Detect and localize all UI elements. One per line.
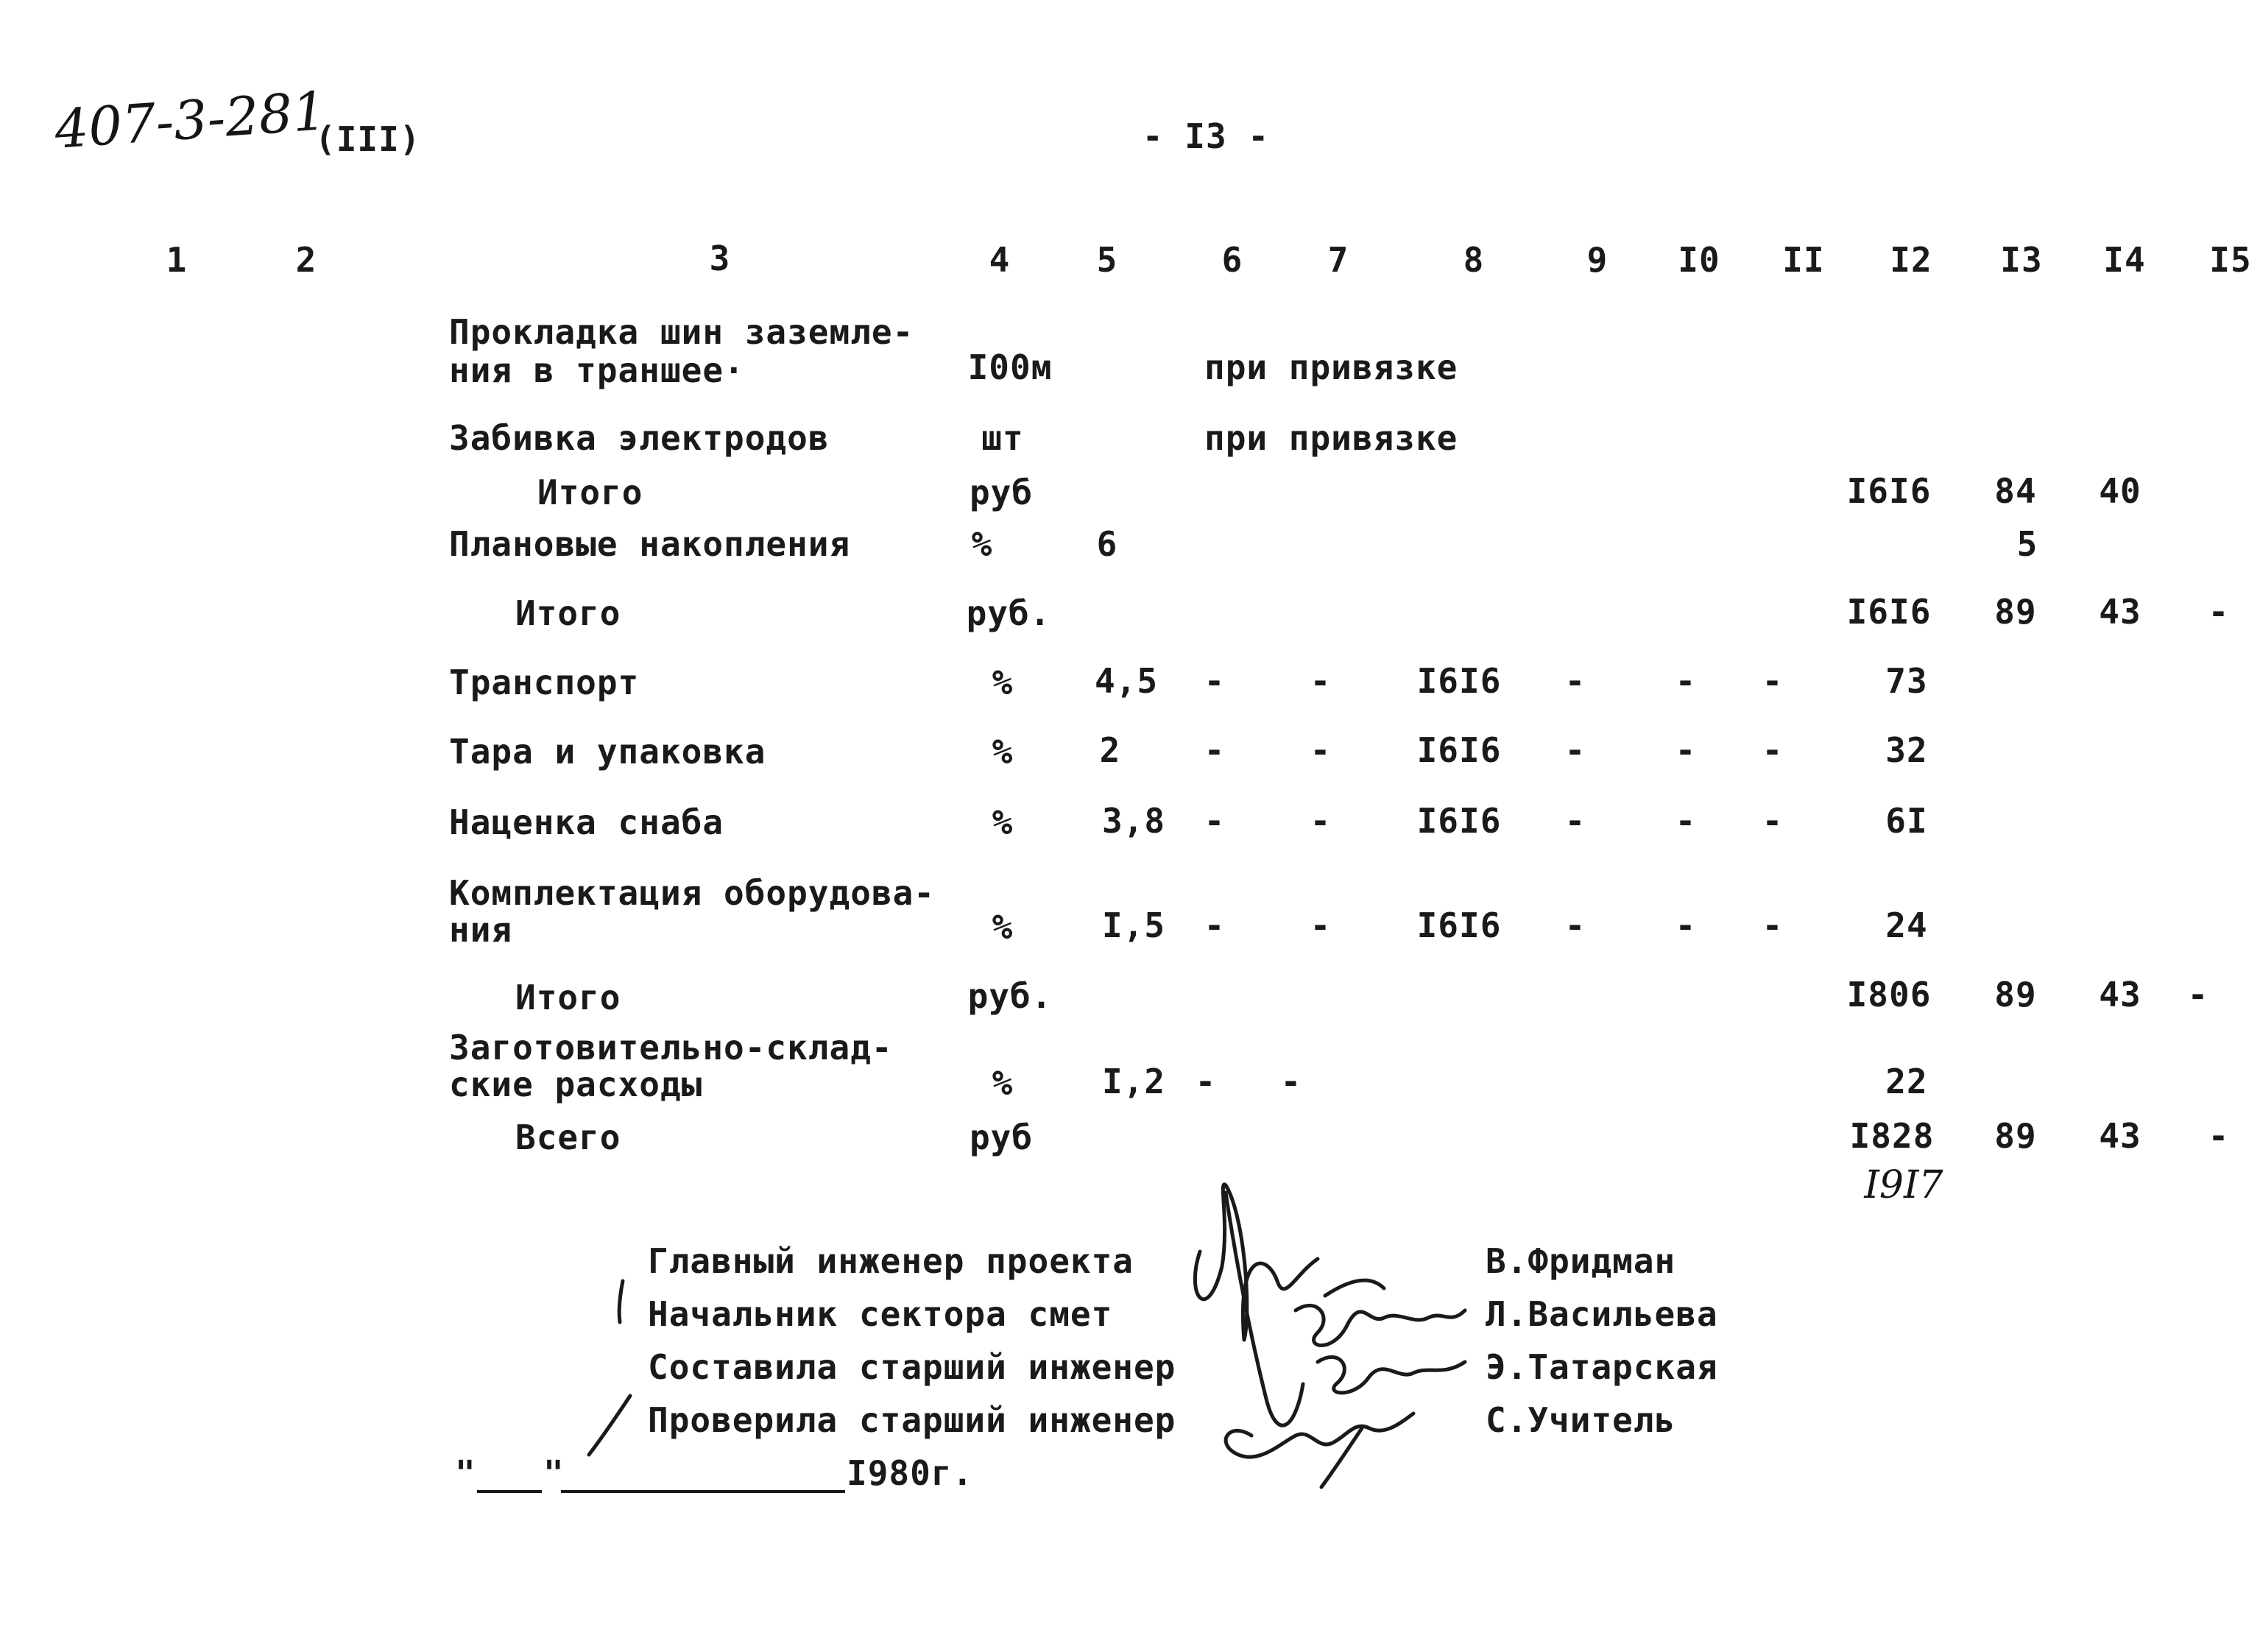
col7-cell: - (1310, 730, 1332, 770)
note-cell: при привязке (1204, 347, 1458, 387)
unit-cell: % (992, 1063, 1014, 1103)
column-header: 7 (1327, 240, 1349, 280)
item-name: Транспорт (449, 663, 640, 702)
col6-cell: - (1195, 1062, 1217, 1101)
col13-cell: 89 (1994, 592, 2037, 632)
column-header: II (1782, 240, 1825, 280)
col14-cell: 40 (2099, 471, 2141, 511)
item-name: Наценка снаба (449, 802, 724, 842)
signature-stroke (1325, 1280, 1384, 1296)
col7-cell: - (1310, 906, 1332, 945)
col10-cell: - (1675, 730, 1697, 770)
col6-cell: - (1204, 730, 1226, 770)
date-quote-close: " (543, 1453, 565, 1493)
column-header: I4 (2103, 240, 2146, 280)
item-name: Плановые накопления (449, 524, 851, 564)
column-header: 6 (1221, 240, 1243, 280)
col11-cell: - (1762, 730, 1784, 770)
col9-cell: - (1564, 730, 1586, 770)
col11-cell: - (1762, 906, 1784, 945)
col13-cell: 5 (2016, 524, 2038, 564)
signature-role: Проверила старший инженер (648, 1400, 1176, 1440)
signature-name: В.Фридман (1486, 1241, 1676, 1281)
col5-cell: 4,5 (1094, 661, 1159, 701)
col8-cell: I6I6 (1416, 801, 1502, 841)
col12-cell: 24 (1885, 906, 1928, 945)
col13-cell: 89 (1994, 1116, 2037, 1156)
unit-cell: % (992, 732, 1014, 772)
col9-cell: - (1564, 906, 1586, 945)
column-header: 3 (709, 239, 731, 278)
column-header: 9 (1586, 240, 1609, 280)
margin-tick (589, 1396, 630, 1455)
col12-cell: I828 (1849, 1116, 1935, 1156)
handwritten-total: I9I7 (1864, 1163, 1943, 1207)
col14-cell: 43 (2099, 975, 2141, 1014)
col12-cell: I6I6 (1846, 471, 1932, 511)
signature-name: Э.Татарская (1486, 1347, 1718, 1387)
unit-cell: руб (969, 473, 1034, 512)
signature-role: Главный инженер проекта (648, 1241, 1134, 1281)
col10-cell: - (1675, 906, 1697, 945)
column-header: 5 (1096, 240, 1118, 280)
col8-cell: I6I6 (1416, 906, 1502, 945)
unit-cell: % (992, 907, 1014, 947)
col7-cell: - (1310, 801, 1332, 841)
col12-cell: 32 (1885, 730, 1928, 770)
col12-cell: I806 (1846, 975, 1932, 1014)
unit-cell: шт (981, 418, 1024, 458)
col12-cell: I6I6 (1846, 592, 1932, 632)
col6-cell: - (1204, 906, 1226, 945)
col10-cell: - (1675, 801, 1697, 841)
item-name: Комплектация оборудова- (449, 873, 935, 913)
unit-cell: руб. (967, 976, 1053, 1016)
margin-tick (619, 1281, 623, 1322)
col8-cell: I6I6 (1416, 730, 1502, 770)
signature-stroke (1296, 1305, 1465, 1345)
column-header: 8 (1463, 240, 1485, 280)
item-name: Забивка электродов (449, 418, 830, 458)
column-header: 4 (989, 240, 1011, 280)
col12-cell: 6I (1885, 801, 1928, 841)
item-name: Итого (537, 473, 643, 512)
column-header: I3 (2000, 240, 2043, 280)
unit-cell: % (971, 524, 993, 564)
signature-stroke (1318, 1357, 1465, 1393)
date-year: I980г. (847, 1453, 974, 1493)
col12-cell: 73 (1885, 661, 1928, 701)
column-header: I2 (1890, 240, 1932, 280)
col7-cell: - (1280, 1062, 1302, 1101)
col15-cell: - (2208, 1116, 2230, 1156)
col11-cell: - (1762, 661, 1784, 701)
unit-cell: % (992, 802, 1014, 842)
col6-cell: - (1204, 801, 1226, 841)
date-quote-open: " (455, 1453, 476, 1493)
col5-cell: 2 (1099, 730, 1121, 770)
col10-cell: - (1675, 661, 1697, 701)
item-name: Всего (515, 1118, 621, 1157)
signature-role: Составила старший инженер (648, 1347, 1176, 1387)
column-header: I5 (2209, 240, 2252, 280)
item-name: Заготовительно-склад- (449, 1028, 893, 1067)
column-header: 2 (295, 240, 317, 280)
col6-cell: - (1204, 661, 1226, 701)
item-name: Тара и упаковка (449, 732, 766, 772)
item-name: ские расходы (449, 1065, 703, 1104)
page-number: - I3 - (1142, 116, 1270, 156)
unit-cell: руб (969, 1118, 1034, 1157)
col5-cell: 6 (1096, 524, 1118, 564)
unit-cell: руб. (966, 593, 1051, 633)
note-cell: при привязке (1204, 418, 1458, 458)
col15-cell: - (2208, 592, 2230, 632)
signature-name: С.Учитель (1486, 1400, 1676, 1440)
unit-cell: % (992, 663, 1014, 702)
unit-cell: I00м (967, 347, 1053, 387)
item-name: Прокладка шин заземле- (449, 312, 914, 352)
col5-cell: I,5 (1101, 906, 1166, 945)
col9-cell: - (1564, 801, 1586, 841)
column-header: I0 (1678, 240, 1720, 280)
handwritten-document-number: 407-3-281 (52, 80, 328, 160)
signature-stroke (1226, 1413, 1413, 1457)
col11-cell: - (1762, 801, 1784, 841)
col14-cell: 43 (2099, 592, 2141, 632)
item-name: ния (449, 910, 513, 950)
col7-cell: - (1310, 661, 1332, 701)
col12-cell: 22 (1885, 1062, 1928, 1101)
col9-cell: - (1564, 661, 1586, 701)
item-name: Итого (515, 978, 621, 1017)
col13-cell: 84 (1994, 471, 2037, 511)
signature-stroke (1195, 1185, 1318, 1340)
signature-name: Л.Васильева (1486, 1294, 1718, 1334)
signature-role: Начальник сектора смет (648, 1294, 1113, 1334)
col8-cell: I6I6 (1416, 661, 1502, 701)
item-name: ния в траншее· (449, 350, 745, 390)
col14-cell: 43 (2099, 1116, 2141, 1156)
col15-cell: - (2187, 975, 2209, 1014)
col5-cell: I,2 (1101, 1062, 1166, 1101)
document-suffix: (III) (315, 119, 421, 159)
signature-stroke (1226, 1193, 1303, 1425)
col5-cell: 3,8 (1101, 801, 1166, 841)
col13-cell: 89 (1994, 975, 2037, 1014)
item-name: Итого (515, 593, 621, 633)
column-header: 1 (166, 240, 188, 280)
